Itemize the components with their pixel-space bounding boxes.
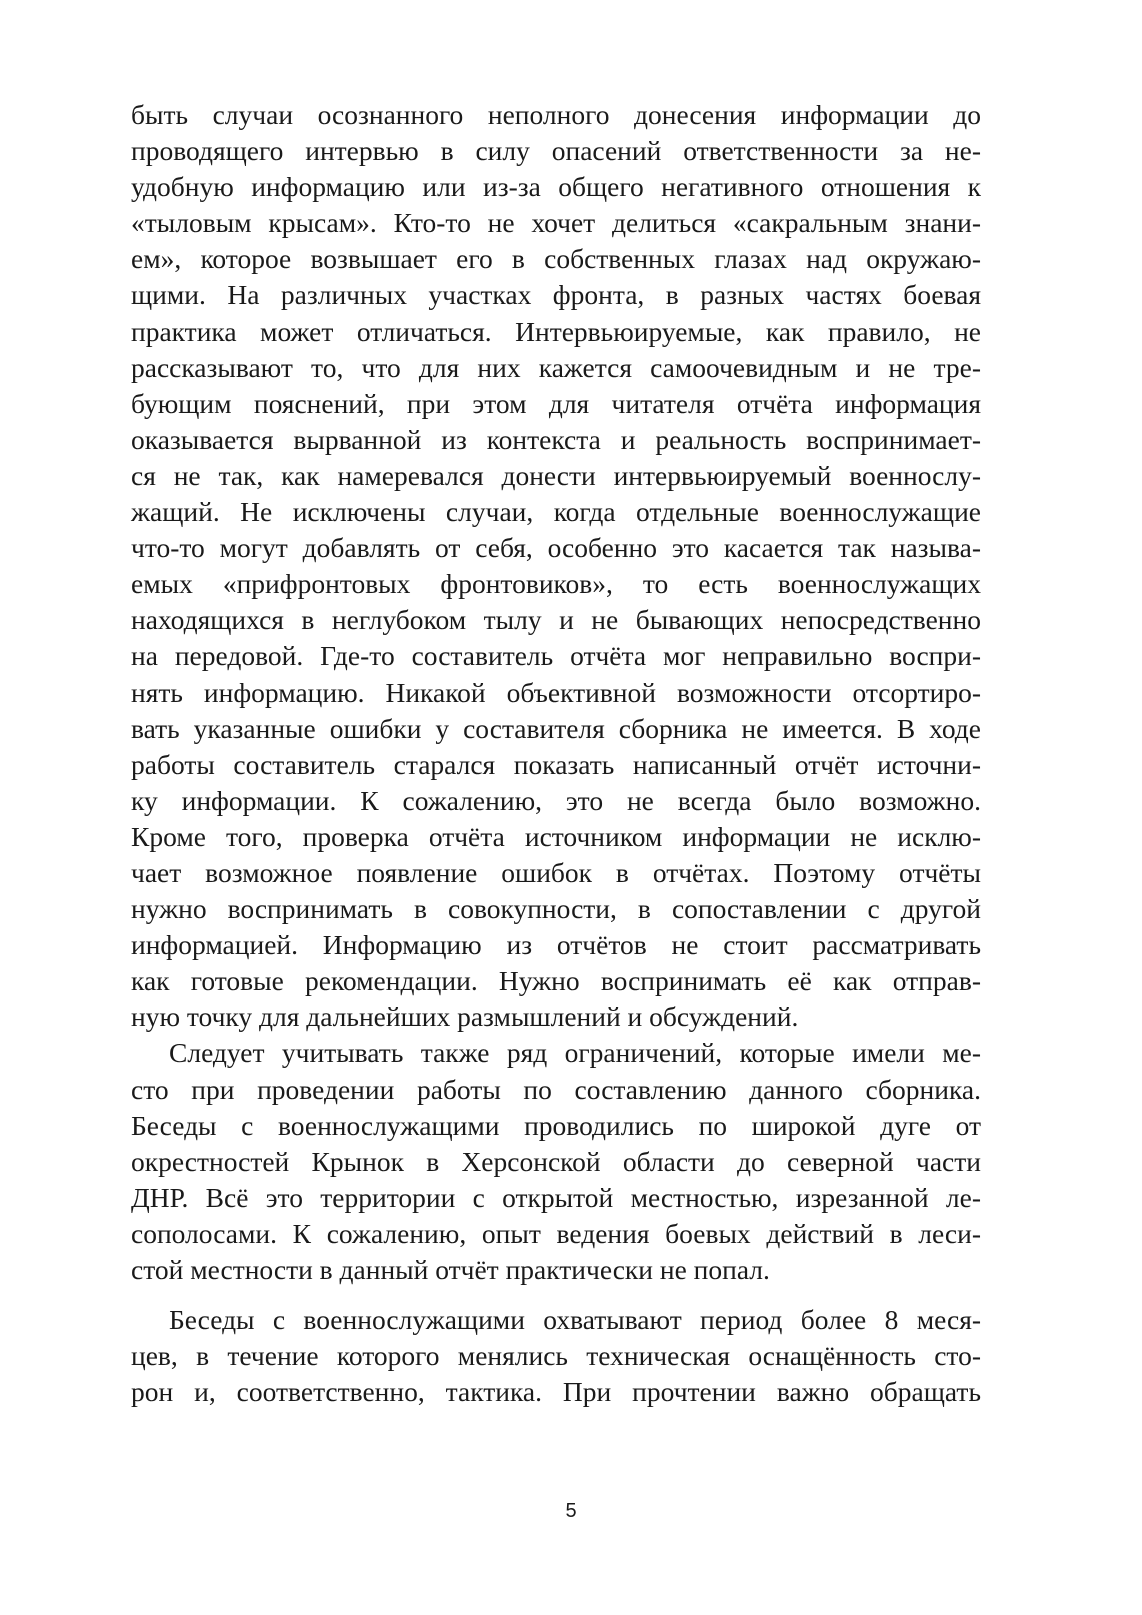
text-line: Следует учитывать также ряд ограничений, которые имели ме- (169, 1037, 981, 1069)
text-line: находящихся в неглубоком тылу и не бывающих непосредственно (131, 604, 981, 636)
text-line: как готовые рекомендации. Нужно воспринимать её как отправ- (131, 965, 981, 997)
text-line: жащий. Не исключены случаи, когда отдельные военнослужащие (131, 496, 981, 528)
text-line: цев, в течение которого менялись техническая оснащённость сто- (131, 1340, 981, 1372)
text-line: ся не так, как намеревался донести интервьюируемый военнослу- (131, 459, 981, 491)
text-line: практика может отличаться. Интервьюируемые, как правило, не (131, 315, 981, 347)
text-line: Беседы с военнослужащими проводились по широкой дуге от (131, 1109, 981, 1141)
text-line: бующим пояснений, при этом для читателя отчёта информация (131, 387, 981, 419)
text-line: «тыловым крысам». Кто-то не хочет делиться «сакральным знани- (131, 207, 981, 239)
page-number: 5 (565, 1500, 577, 1522)
text-line: вать указанные ошибки у составителя сборника не имеется. В ходе (131, 712, 981, 744)
paragraph (131, 1035, 981, 1288)
text-line: емых «прифронтовых фронтовиков», то есть военнослужащих (131, 568, 981, 600)
text-line: рон и, соответственно, тактика. При прочтении важно обращать (131, 1376, 981, 1408)
text-line: ную точку для дальнейших размышлений и обсуждений. (131, 1001, 799, 1033)
text-line: работы составитель старался показать написанный отчёт источни- (131, 748, 981, 780)
text-line: щими. На различных участках фронта, в разных частях боевая (131, 279, 981, 311)
body-text (131, 97, 981, 1410)
text-line: что-то могут добавлять от себя, особенно это касается так называ- (131, 532, 981, 564)
text-line: чает возможное появление ошибок в отчётах. Поэтому отчёты (131, 856, 981, 888)
text-line: окрестностей Крынок в Херсонской области до северной части (131, 1145, 981, 1177)
text-line: удобную информацию или из-за общего негативного отношения к (131, 171, 981, 203)
text-line: ку информации. К сожалению, это не всегда было возможно. (131, 784, 981, 816)
text-line: нужно воспринимать в совокупности, в сопоставлении с другой (131, 893, 981, 925)
paragraph (131, 1302, 981, 1410)
text-line: оказывается вырванной из контекста и реальность воспринимает- (131, 423, 981, 455)
text-line: ДНР. Всё это территории с открытой местностью, изрезанной ле- (131, 1181, 981, 1213)
text-line: Кроме того, проверка отчёта источником информации не исклю- (131, 820, 981, 852)
text-line: Беседы с военнослужащими охватывают период более 8 меся- (169, 1304, 981, 1336)
text-line: сто при проведении работы по составлению данного сборника. (131, 1073, 981, 1105)
text-line: стой местности в данный отчёт практически не попал. (131, 1254, 770, 1285)
text-line: быть случаи осознанного неполного донесения информации до (131, 99, 981, 130)
paragraph (131, 97, 981, 1035)
text-line: сополосами. К сожалению, опыт ведения боевых действий в леси- (131, 1217, 981, 1249)
text-line: ем», которое возвышает его в собственных глазах над окружаю- (131, 243, 981, 275)
text-line: на передовой. Где-то составитель отчёта мог неправильно воспри- (131, 640, 981, 672)
text-line: рассказывают то, что для них кажется самоочевидным и не тре- (131, 351, 981, 383)
text-line: информацией. Информацию из отчётов не стоит рассматривать (131, 929, 981, 961)
text-line: нять информацию. Никакой объективной возможности отсортиро- (131, 676, 981, 708)
text-line: проводящего интервью в силу опасений ответственности за не- (131, 135, 981, 167)
